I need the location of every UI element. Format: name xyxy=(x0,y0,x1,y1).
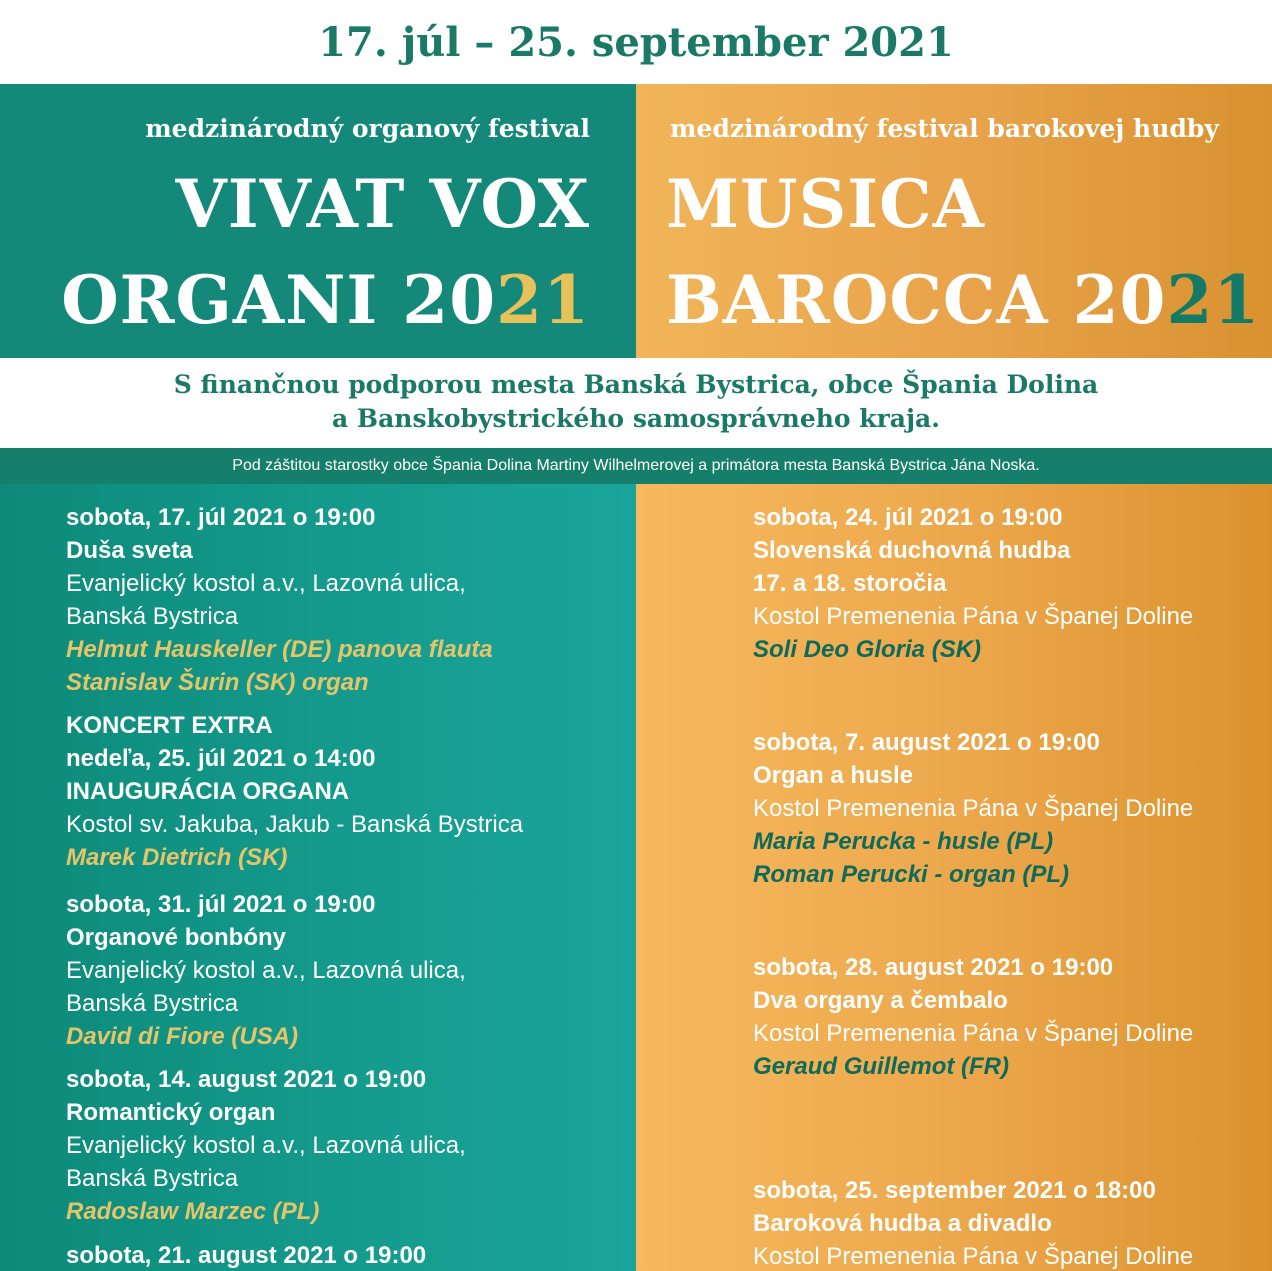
vivat-vox-title-line2 xyxy=(61,260,590,340)
event-item xyxy=(753,951,1193,1083)
event-performer: Helmut Hauskeller (DE) panova flauta xyxy=(66,636,493,663)
event-performer: Maria Perucka - husle (PL) xyxy=(753,828,1054,855)
event-item xyxy=(753,1174,1193,1271)
event-title: Organ a husle xyxy=(753,762,914,789)
support-line1: S finančnou podporou mesta Banská Bystrica, obce Špania Dolina xyxy=(173,370,1099,399)
event-datetime: sobota, 17. júl 2021 o 19:00 xyxy=(66,504,376,531)
organ-festival-programme xyxy=(0,484,636,1271)
event-performer: Stanislav Šurin (SK) organ xyxy=(66,669,369,696)
vivat-vox-year-accent: 21 xyxy=(496,261,590,339)
event-item xyxy=(66,888,466,1053)
support-line2: a Banskobystrického samosprávneho kraja. xyxy=(332,404,940,433)
event-venue: Evanjelický kostol a.v., Lazovná ulica, xyxy=(66,957,466,984)
musica-barocca-title-line2 xyxy=(666,260,1260,340)
event-datetime: sobota, 21. august 2021 o 19:00 xyxy=(66,1242,427,1269)
event-title: Romantický organ xyxy=(66,1099,276,1126)
event-item xyxy=(753,726,1193,891)
vivat-vox-title-line1: VIVAT VOX xyxy=(175,165,590,243)
event-venue: Kostol sv. Jakuba, Jakub - Banská Bystrica xyxy=(66,811,524,838)
event-venue: Kostol Premenenia Pána v Španej Doline xyxy=(753,603,1194,630)
event-item xyxy=(66,709,523,874)
event-title-cont: 17. a 18. storočia xyxy=(753,570,947,597)
event-performer: Marek Dietrich (SK) xyxy=(66,844,288,871)
event-venue: Kostol Premenenia Pána v Španej Doline xyxy=(753,795,1194,822)
baroque-festival-programme xyxy=(636,484,1272,1271)
event-performer: David di Fiore (USA) xyxy=(66,1023,299,1050)
event-performer: Radoslaw Marzec (PL) xyxy=(66,1198,320,1225)
event-venue-city: Banská Bystrica xyxy=(66,990,239,1017)
event-performer: Roman Perucki - organ (PL) xyxy=(753,861,1070,888)
musica-barocca-title-line2-main: BAROCCA 20 xyxy=(666,261,1167,339)
musica-barocca-title-line1: MUSICA xyxy=(666,165,985,243)
event-datetime: sobota, 24. júl 2021 o 19:00 xyxy=(753,504,1063,531)
event-datetime: sobota, 14. august 2021 o 19:00 xyxy=(66,1066,427,1093)
event-title: Organové bonbóny xyxy=(66,924,287,951)
event-performer: Geraud Guillemot (FR) xyxy=(753,1053,1010,1080)
event-venue: Kostol Premenenia Pána v Španej Doline xyxy=(753,1020,1194,1047)
event-title: Baroková hudba a divadlo xyxy=(753,1210,1052,1237)
event-datetime: sobota, 7. august 2021 o 19:00 xyxy=(753,729,1100,756)
event-datetime: sobota, 25. september 2021 o 18:00 xyxy=(753,1177,1156,1204)
baroque-festival-subtitle: medzinárodný festival barokovej hudby xyxy=(670,114,1219,143)
event-datetime: sobota, 28. august 2021 o 19:00 xyxy=(753,954,1114,981)
event-extra-label: KONCERT EXTRA xyxy=(66,712,273,739)
festival-date-range: 17. júl – 25. september 2021 xyxy=(318,18,954,66)
musica-barocca-banner xyxy=(636,84,1272,358)
organ-festival-subtitle: medzinárodný organový festival xyxy=(145,114,590,143)
event-datetime: sobota, 31. júl 2021 o 19:00 xyxy=(66,891,376,918)
event-title: Duša sveta xyxy=(66,537,193,564)
vivat-vox-organi-banner xyxy=(0,84,636,358)
event-venue: Kostol Premenenia Pána v Španej Doline xyxy=(753,1243,1194,1270)
event-item xyxy=(66,1239,426,1271)
vivat-vox-title-line2-main: ORGANI 20 xyxy=(61,261,497,339)
event-title: Slovenská duchovná hudba xyxy=(753,537,1071,564)
event-title: INAUGURÁCIA ORGANA xyxy=(66,778,350,805)
event-item xyxy=(66,501,493,699)
event-venue: Evanjelický kostol a.v., Lazovná ulica, xyxy=(66,570,466,597)
event-performer: Soli Deo Gloria (SK) xyxy=(753,636,982,663)
event-venue-city: Banská Bystrica xyxy=(66,603,239,630)
event-venue: Evanjelický kostol a.v., Lazovná ulica, xyxy=(66,1132,466,1159)
patronage-bar: Pod záštitou starostky obce Špania Dolina Martiny Wilhelmerovej a primátora mesta Banská Bystrica Jána Noska. xyxy=(0,448,1272,484)
event-item xyxy=(66,1063,466,1228)
event-datetime: nedeľa, 25. júl 2021 o 14:00 xyxy=(66,745,376,772)
event-title: Dva organy a čembalo xyxy=(753,987,1008,1014)
financial-support-notice xyxy=(0,358,1272,448)
event-venue-city: Banská Bystrica xyxy=(66,1165,239,1192)
event-item xyxy=(753,501,1193,666)
musica-barocca-year-accent: 21 xyxy=(1166,261,1261,339)
